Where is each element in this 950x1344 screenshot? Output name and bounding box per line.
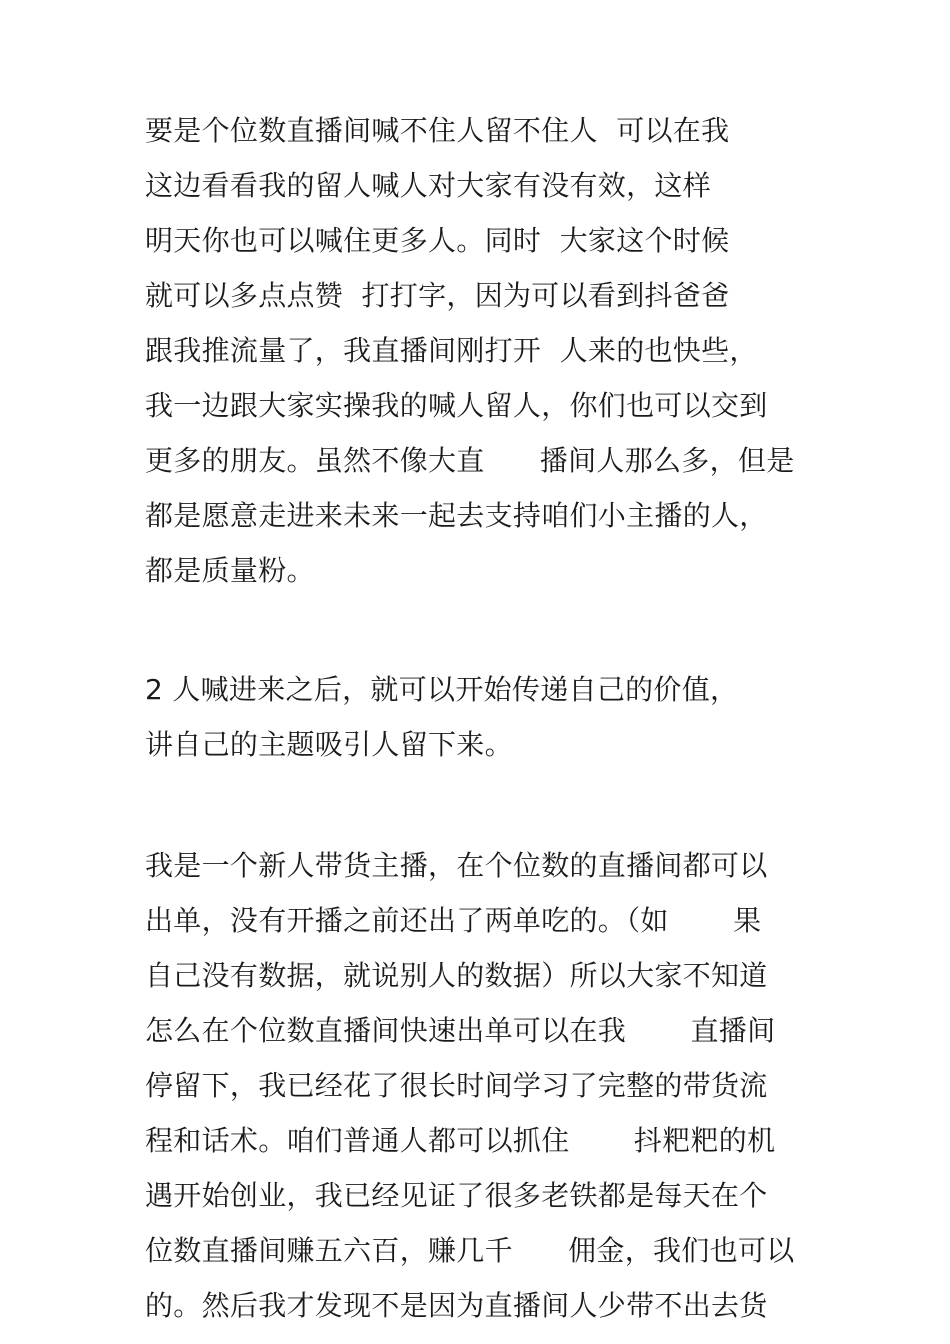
text-line: 要是个位数直播间喊不住人留不住人 可以在我 [145, 114, 730, 147]
text-line: 都是愿意走进来未来一起去支持咱们小主播的人， [145, 499, 768, 532]
text-line: 我一边跟大家实操我的喊人留人，你们也可以交到 [145, 389, 768, 422]
text-line: 出单，没有开播之前还出了两单吃的。（如 果 [145, 904, 762, 937]
paragraph-retention-tips [145, 103, 865, 598]
text-line: 位数直播间赚五六百，赚几千 佣金，我们也可以 [145, 1234, 795, 1267]
text-line: 我是一个新人带货主播，在个位数的直播间都可以 [145, 849, 768, 882]
text-line: 明天你也可以喊住更多人。同时 大家这个时候 [145, 224, 730, 257]
text-line: 自己没有数据，就说别人的数据）所以大家不知道 [145, 959, 768, 992]
paragraph-new-streamer [145, 838, 865, 1333]
text-line: 2 人喊进来之后，就可以开始传递自己的价值， [145, 673, 739, 706]
text-line: 遇开始创业，我已经见证了很多老铁都是每天在个 [145, 1179, 768, 1212]
text-line: 更多的朋友。虽然不像大直 播间人那么多，但是 [145, 444, 795, 477]
text-line: 都是质量粉。 [145, 554, 315, 587]
text-line: 讲自己的主题吸引人留下来。 [145, 728, 513, 761]
text-line: 这边看看我的留人喊人对大家有没有效，这样 [145, 169, 712, 202]
text-line: 停留下，我已经花了很长时间学习了完整的带货流 [145, 1069, 768, 1102]
text-line: 怎么在个位数直播间快速出单可以在我 直播间 [145, 1014, 776, 1047]
text-line: 的。然后我才发现不是因为直播间人少带不出去货 [145, 1289, 768, 1322]
text-line: 程和话术。咱们普通人都可以抓住 抖粑粑的机 [145, 1124, 776, 1157]
text-line: 就可以多点点赞 打打字，因为可以看到抖爸爸 [145, 279, 730, 312]
text-line: 跟我推流量了，我直播间刚打开 人来的也快些， [145, 334, 758, 367]
paragraph-section-2 [145, 662, 865, 772]
